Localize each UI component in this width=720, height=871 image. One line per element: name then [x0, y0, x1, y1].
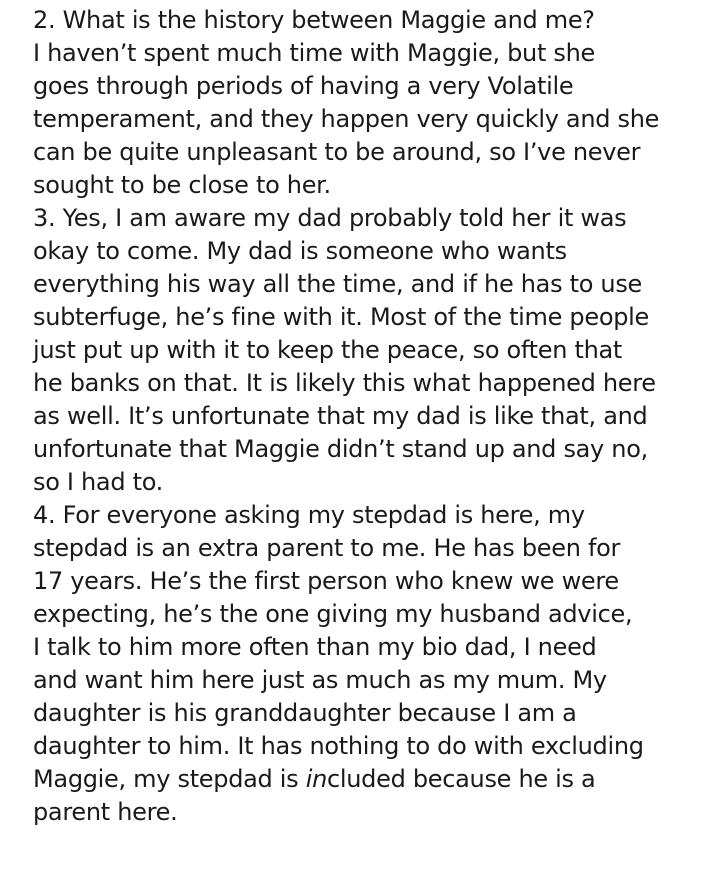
text-line: 4. For everyone asking my stepdad is here, my: [33, 501, 585, 529]
text-line: daughter is his granddaughter because I am a: [33, 699, 577, 727]
section-answer-2: [33, 4, 713, 202]
text-line: temperament, and they happen very quickly and she: [33, 105, 660, 133]
text-line: 3. Yes, I am aware my dad probably told her it was: [33, 204, 627, 232]
text-line-with-italic: [33, 763, 713, 796]
text-line: subterfuge, he’s fine with it. Most of the time people: [33, 303, 649, 331]
italic-emphasis: in: [305, 765, 327, 793]
text-run: Maggie, my stepdad is: [33, 765, 306, 793]
section-answer-3: [33, 202, 713, 499]
text-line: 2. What is the history between Maggie and me?: [33, 6, 595, 34]
document-body: [33, 4, 713, 829]
text-line: I talk to him more often than my bio dad, I need: [33, 633, 597, 661]
text-line: 17 years. He’s the first person who knew we were: [33, 567, 619, 595]
text-line: okay to come. My dad is someone who wants: [33, 237, 567, 265]
text-line: unfortunate that Maggie didn’t stand up and say no,: [33, 435, 648, 463]
text-line: I haven’t spent much time with Maggie, but she: [33, 39, 595, 67]
text-line: just put up with it to keep the peace, so often that: [33, 336, 623, 364]
text-line: expecting, he’s the one giving my husband advice,: [33, 600, 633, 628]
text-line: can be quite unpleasant to be around, so I’ve never: [33, 138, 641, 166]
text-line: goes through periods of having a very Volatile: [33, 72, 574, 100]
text-line: parent here.: [33, 798, 178, 826]
text-run: cluded because he is a: [327, 765, 596, 793]
text-line: and want him here just as much as my mum. My: [33, 666, 607, 694]
text-line: daughter to him. It has nothing to do with excluding: [33, 732, 644, 760]
text-line: sought to be close to her.: [33, 171, 331, 199]
section-answer-4: [33, 499, 713, 829]
text-line: stepdad is an extra parent to me. He has been for: [33, 534, 621, 562]
text-line: so I had to.: [33, 468, 164, 496]
text-line: as well. It’s unfortunate that my dad is like that, and: [33, 402, 648, 430]
text-line: he banks on that. It is likely this what happened here: [33, 369, 656, 397]
text-line: everything his way all the time, and if he has to use: [33, 270, 643, 298]
